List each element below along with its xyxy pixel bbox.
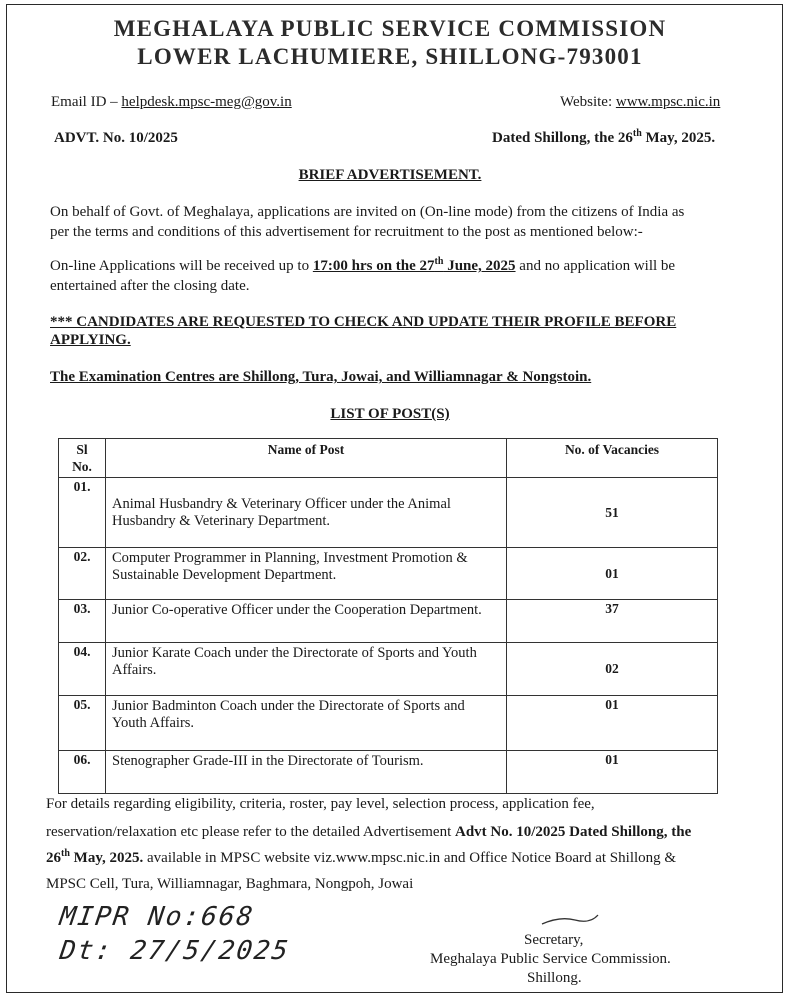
post-name-cell: Animal Husbandry & Veterinary Officer under the Animal Husbandry & Veterinary Department. xyxy=(106,478,507,548)
para1-line2: per the terms and conditions of this advertisement for recruitment to the post as mentioned below:- xyxy=(50,224,643,240)
para2-prefix: On-line Applications will be received up to xyxy=(50,258,313,274)
signatory-org: Meghalaya Public Service Commission. xyxy=(430,951,671,967)
vacancies-cell: 37 xyxy=(507,600,718,643)
org-address: LOWER LACHUMIERE, SHILLONG-793001 xyxy=(137,44,643,69)
website-line xyxy=(560,92,720,113)
handwritten-ref-date: Dt: 27/5/2025 xyxy=(57,936,292,966)
sl-cell: 06. xyxy=(59,751,106,794)
post-name-cell: Junior Co-operative Officer under the Cooperation Department. xyxy=(106,600,507,643)
closing-time-sup: th xyxy=(434,256,444,267)
closing-time xyxy=(313,258,516,274)
vacancies-cell: 01 xyxy=(507,548,718,600)
signatory-place: Shillong. xyxy=(527,970,582,986)
table-row xyxy=(59,600,718,643)
table-row xyxy=(59,548,718,600)
date-sup: th xyxy=(632,128,642,139)
signatory-title: Secretary, xyxy=(524,932,584,948)
closing-time-a: 17:00 hrs on the 27 xyxy=(312,258,435,274)
date-line xyxy=(492,128,715,149)
table-row xyxy=(59,478,718,548)
vacancies-header: No. of Vacancies xyxy=(507,439,718,478)
sl-cell: 05. xyxy=(59,696,106,751)
signature-mark xyxy=(540,912,600,928)
vacancies-cell: 02 xyxy=(507,643,718,696)
post-name-cell: Stenographer Grade-III in the Directorate of Tourism. xyxy=(106,751,507,794)
footer-line1: For details regarding eligibility, criteria, roster, pay level, selection process, application fee, xyxy=(46,796,595,812)
org-name: MEGHALAYA PUBLIC SERVICE COMMISSION xyxy=(113,16,667,41)
sl-cell: 01. xyxy=(59,478,106,548)
sl-cell: 02. xyxy=(59,548,106,600)
email-label: Email ID – xyxy=(51,94,122,110)
vacancies-cell: 01 xyxy=(507,751,718,794)
footer-line2 xyxy=(46,822,691,843)
footer-date-a: 26 xyxy=(46,850,61,866)
sl-header-line1: Sl xyxy=(76,442,88,457)
para1-line1: On behalf of Govt. of Meghalaya, applications are invited on (On-line mode) from the citizens of India as xyxy=(50,204,685,220)
date-prefix: Dated Shillong, the 26 xyxy=(492,130,633,146)
sl-header xyxy=(59,439,106,478)
table-row xyxy=(59,643,718,696)
email-link[interactable]: helpdesk.mpsc-meg@gov.in xyxy=(121,94,292,110)
name-header: Name of Post xyxy=(106,439,507,478)
sl-header-line2: No. xyxy=(72,459,92,474)
footer-line4: MPSC Cell, Tura, Williamnagar, Baghmara, Nongpoh, Jowai xyxy=(46,876,414,892)
table-header-row xyxy=(59,439,718,478)
exam-centres: The Examination Centres are Shillong, Tura, Jowai, and Williamnagar & Nongstoin. xyxy=(50,369,592,385)
footer-date-sup: th xyxy=(61,848,70,859)
footer-line2-prefix: reservation/relaxation etc please refer to the detailed Advertisement xyxy=(46,824,455,840)
notice-line2: APPLYING. xyxy=(50,332,131,348)
website-link[interactable]: www.mpsc.nic.in xyxy=(615,94,721,110)
footer-advt-ref: Advt No. 10/2025 Dated Shillong, the xyxy=(454,824,692,840)
vacancies-cell: 51 xyxy=(507,478,718,548)
post-name-cell: Computer Programmer in Planning, Investment Promotion & Sustainable Development Department. xyxy=(106,548,507,600)
website-label: Website: xyxy=(560,94,616,110)
footer-line3-suffix: available in MPSC website viz.www.mpsc.nic.in and Office Notice Board at Shillong & xyxy=(143,850,677,866)
posts-table xyxy=(58,438,718,794)
list-title: LIST OF POST(S) xyxy=(330,406,450,422)
para2-line2: entertained after the closing date. xyxy=(50,278,250,294)
notice-line1: *** CANDIDATES ARE REQUESTED TO CHECK AND UPDATE THEIR PROFILE BEFORE xyxy=(50,314,677,330)
advt-number: ADVT. No. 10/2025 xyxy=(54,130,178,146)
brief-ad-title: BRIEF ADVERTISEMENT. xyxy=(298,167,482,183)
para2-suffix: and no application will be xyxy=(515,258,676,274)
post-name-cell: Junior Karate Coach under the Directorate of Sports and Youth Affairs. xyxy=(106,643,507,696)
date-suffix: May, 2025. xyxy=(641,130,716,146)
sl-cell: 03. xyxy=(59,600,106,643)
post-name-cell: Junior Badminton Coach under the Directorate of Sports and Youth Affairs. xyxy=(106,696,507,751)
footer-date-b: May, 2025. xyxy=(69,850,144,866)
vacancies-cell: 01 xyxy=(507,696,718,751)
email-line xyxy=(51,92,292,113)
para2-line1 xyxy=(50,256,675,277)
footer-line3 xyxy=(46,848,676,869)
table-row xyxy=(59,696,718,751)
handwritten-ref-number: MIPR No:668 xyxy=(57,902,257,932)
sl-cell: 04. xyxy=(59,643,106,696)
table-row xyxy=(59,751,718,794)
closing-time-b: June, 2025 xyxy=(443,258,516,274)
